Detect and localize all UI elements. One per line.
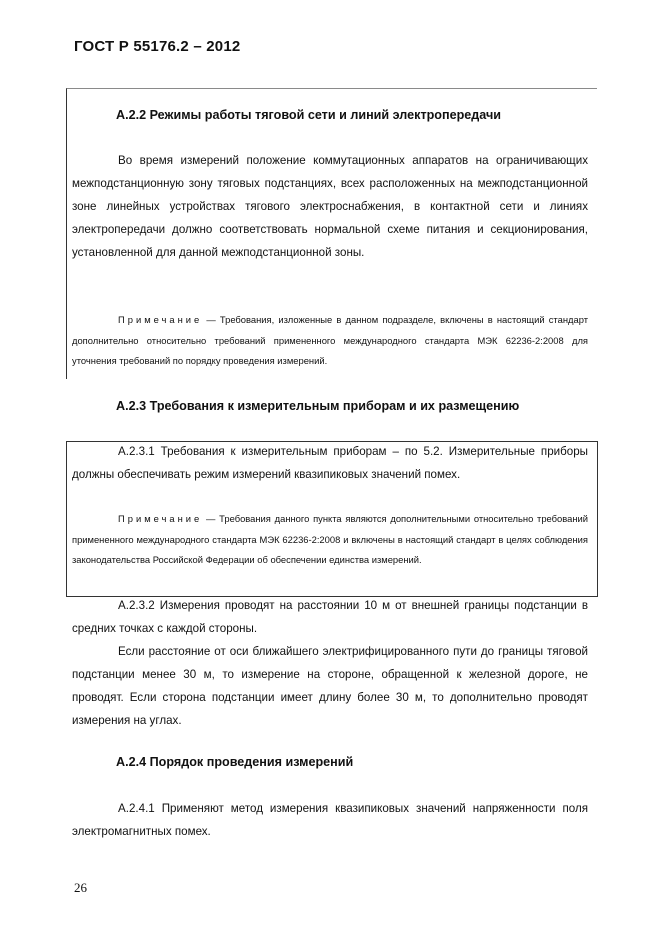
heading-a24: А.2.4 Порядок проведения измерений <box>116 755 354 769</box>
note-label: Примечание <box>118 314 203 325</box>
paragraph-a22: Во время измерений положение коммутационных аппаратов на ограничивающих межподстанционную зону тяговых подстанциях, всех расположенных на межподстанционной зоне линейных устройствах тягового электроснабжения, в контактной сети и линиях электропередачи должно соответствовать нормальной схеме питания и секционирования, установленной для данной межподстанционной зоны. <box>72 154 588 259</box>
note-label: Примечание <box>118 513 203 524</box>
paragraph-a241: А.2.4.1 Применяют метод измерения квазипиковых значений напряженности поля электромагнитных помех. <box>72 802 588 838</box>
page-number: 26 <box>74 880 87 895</box>
paragraph-a232-cont: Если расстояние от оси ближайшего электрифицированного пути до границы тяговой подстанции менее 30 м, то измерение на стороне, обращенной к железной дороге, не проводят. Если сторона подстанции имеет длину более 30 м, то дополнительно проводят измерения на углах. <box>72 645 588 727</box>
note-a22 <box>72 310 588 372</box>
note-text: — Требования, изложенные в данном подразделе, включены в настоящий стандарт дополнительно относительно требований примененного международного стандарта МЭК 62236-2:2008 для уточнения требований по порядку проведения измерений. <box>72 314 588 366</box>
heading-a23: А.2.3 Требования к измерительным приборам и их размещению <box>116 399 520 413</box>
paragraph-a232: А.2.3.2 Измерения проводят на расстоянии 10 м от внешней границы подстанции в средних точках с каждой стороны. <box>72 599 588 635</box>
paragraph-a231: А.2.3.1 Требования к измерительным приборам – по 5.2. Измерительные приборы должны обеспечивать режим измерений квазипиковых значений помех. <box>72 445 588 481</box>
note-text: — Требования данного пункта являются дополнительными относительно требований примененного международного стандарта МЭК 62236-2:2008 и включены в настоящий стандарт в целях соблюдения законодательства Российской Федерации об обеспечении единства измерений. <box>72 513 588 565</box>
standard-header: ГОСТ Р 55176.2 – 2012 <box>74 38 241 55</box>
note-a231 <box>72 509 588 571</box>
heading-a22: А.2.2 Режимы работы тяговой сети и линий электропередачи <box>116 108 502 122</box>
